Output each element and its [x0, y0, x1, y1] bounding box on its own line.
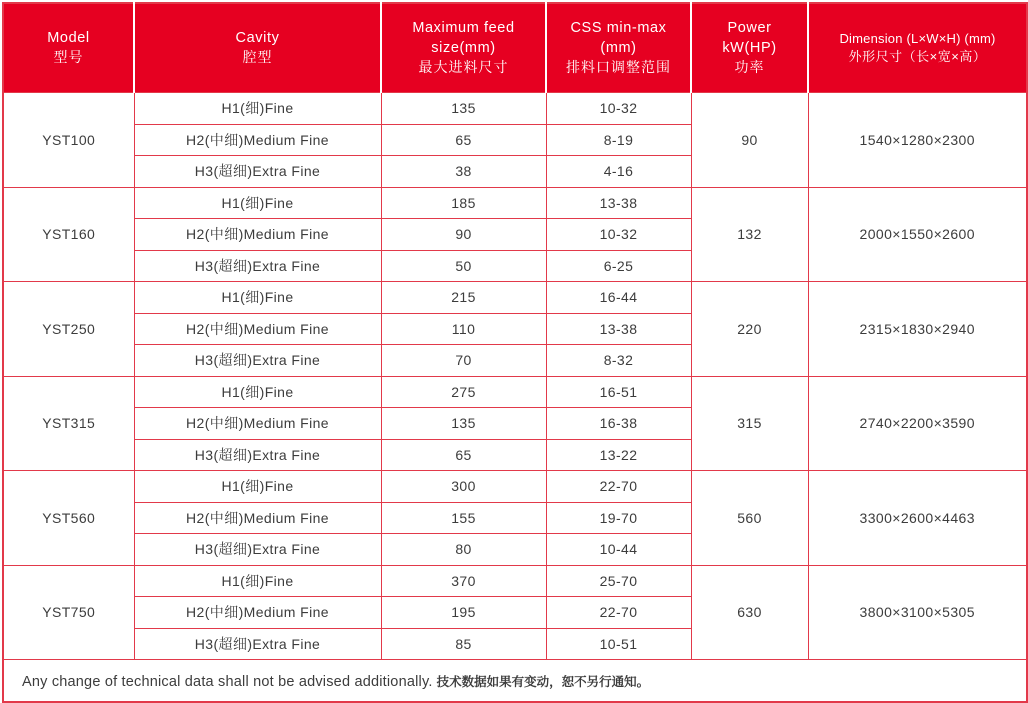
cavity-cell: H2(中细)Medium Fine	[134, 313, 381, 345]
css-range-cell: 13-38	[546, 187, 691, 219]
col-header-dimension-en: Dimension (L×W×H) (mm)	[839, 31, 996, 47]
cavity-cell: H3(超细)Extra Fine	[134, 250, 381, 282]
col-header-power-en: Power kW(HP)	[722, 19, 777, 56]
css-range-cell: 16-44	[546, 282, 691, 314]
col-header-feed-size	[381, 3, 546, 93]
feed-size-cell: 275	[381, 376, 546, 408]
col-header-dimension-zh: 外形尺寸（长×宽×高）	[848, 49, 987, 64]
cavity-cell: H2(中细)Medium Fine	[134, 597, 381, 629]
model-cell: YST560	[3, 471, 134, 566]
col-header-model-en: Model	[47, 29, 90, 46]
col-header-power-zh: 功率	[734, 59, 765, 76]
cavity-cell: H1(细)Fine	[134, 376, 381, 408]
feed-size-cell: 110	[381, 313, 546, 345]
css-range-cell: 25-70	[546, 565, 691, 597]
col-header-model	[3, 3, 134, 93]
table-row	[3, 471, 1027, 503]
cavity-cell: H3(超细)Extra Fine	[134, 156, 381, 188]
css-range-cell: 10-51	[546, 628, 691, 660]
power-cell: 315	[691, 376, 808, 471]
css-range-cell: 10-32	[546, 219, 691, 251]
model-cell: YST315	[3, 376, 134, 471]
cavity-cell: H1(细)Fine	[134, 565, 381, 597]
cavity-cell: H3(超细)Extra Fine	[134, 534, 381, 566]
model-cell: YST160	[3, 187, 134, 282]
disclaimer-text-en: Any change of technical data shall not be advised additionally.	[22, 673, 433, 690]
cavity-cell: H1(细)Fine	[134, 282, 381, 314]
table-row	[3, 565, 1027, 597]
dimension-cell: 2000×1550×2600	[808, 187, 1027, 282]
spec-sheet	[2, 2, 1026, 703]
power-cell: 560	[691, 471, 808, 566]
cavity-cell: H2(中细)Medium Fine	[134, 219, 381, 251]
css-range-cell: 8-32	[546, 345, 691, 377]
col-header-css-range-zh: 排料口调整范围	[566, 59, 671, 76]
power-cell: 132	[691, 187, 808, 282]
cavity-cell: H2(中细)Medium Fine	[134, 502, 381, 534]
feed-size-cell: 300	[381, 471, 546, 503]
cavity-cell: H3(超细)Extra Fine	[134, 628, 381, 660]
cavity-cell: H1(细)Fine	[134, 93, 381, 125]
cavity-cell: H1(细)Fine	[134, 471, 381, 503]
feed-size-cell: 65	[381, 124, 546, 156]
table-row	[3, 93, 1027, 125]
css-range-cell: 8-19	[546, 124, 691, 156]
col-header-css-range	[546, 3, 691, 93]
feed-size-cell: 370	[381, 565, 546, 597]
css-range-cell: 10-32	[546, 93, 691, 125]
model-cell: YST250	[3, 282, 134, 377]
feed-size-cell: 85	[381, 628, 546, 660]
col-header-cavity-en: Cavity	[235, 29, 280, 46]
dimension-cell: 3300×2600×4463	[808, 471, 1027, 566]
cavity-cell: H3(超细)Extra Fine	[134, 439, 381, 471]
model-cell: YST100	[3, 93, 134, 188]
dimension-cell: 2740×2200×3590	[808, 376, 1027, 471]
feed-size-cell: 185	[381, 187, 546, 219]
col-header-model-zh: 型号	[53, 49, 84, 66]
feed-size-cell: 80	[381, 534, 546, 566]
table-row	[3, 187, 1027, 219]
power-cell: 90	[691, 93, 808, 188]
cavity-cell: H2(中细)Medium Fine	[134, 124, 381, 156]
feed-size-cell: 135	[381, 93, 546, 125]
table-row	[3, 376, 1027, 408]
col-header-dimension	[808, 3, 1027, 93]
table-row	[3, 282, 1027, 314]
css-range-cell: 19-70	[546, 502, 691, 534]
feed-size-cell: 65	[381, 439, 546, 471]
css-range-cell: 6-25	[546, 250, 691, 282]
feed-size-cell: 90	[381, 219, 546, 251]
power-cell: 220	[691, 282, 808, 377]
feed-size-cell: 70	[381, 345, 546, 377]
feed-size-cell: 50	[381, 250, 546, 282]
cavity-cell: H1(细)Fine	[134, 187, 381, 219]
css-range-cell: 16-38	[546, 408, 691, 440]
header-row	[3, 3, 1027, 93]
model-cell: YST750	[3, 565, 134, 660]
feed-size-cell: 195	[381, 597, 546, 629]
cavity-cell: H3(超细)Extra Fine	[134, 345, 381, 377]
feed-size-cell: 38	[381, 156, 546, 188]
dimension-cell: 1540×1280×2300	[808, 93, 1027, 188]
col-header-feed-size-en: Maximum feed size(mm)	[412, 19, 515, 56]
power-cell: 630	[691, 565, 808, 660]
col-header-css-range-en: CSS min-max (mm)	[570, 19, 667, 56]
col-header-power	[691, 3, 808, 93]
css-range-cell: 4-16	[546, 156, 691, 188]
crusher-spec-table	[2, 2, 1028, 703]
feed-size-cell: 155	[381, 502, 546, 534]
css-range-cell: 22-70	[546, 471, 691, 503]
css-range-cell: 16-51	[546, 376, 691, 408]
disclaimer-text-zh: 技术数据如果有变动，恕不另行通知。	[436, 674, 650, 689]
cavity-cell: H2(中细)Medium Fine	[134, 408, 381, 440]
css-range-cell: 13-22	[546, 439, 691, 471]
feed-size-cell: 215	[381, 282, 546, 314]
dimension-cell: 3800×3100×5305	[808, 565, 1027, 660]
css-range-cell: 10-44	[546, 534, 691, 566]
dimension-cell: 2315×1830×2940	[808, 282, 1027, 377]
css-range-cell: 22-70	[546, 597, 691, 629]
feed-size-cell: 135	[381, 408, 546, 440]
col-header-feed-size-zh: 最大进料尺寸	[418, 59, 509, 76]
col-header-cavity	[134, 3, 381, 93]
css-range-cell: 13-38	[546, 313, 691, 345]
col-header-cavity-zh: 腔型	[242, 49, 273, 66]
